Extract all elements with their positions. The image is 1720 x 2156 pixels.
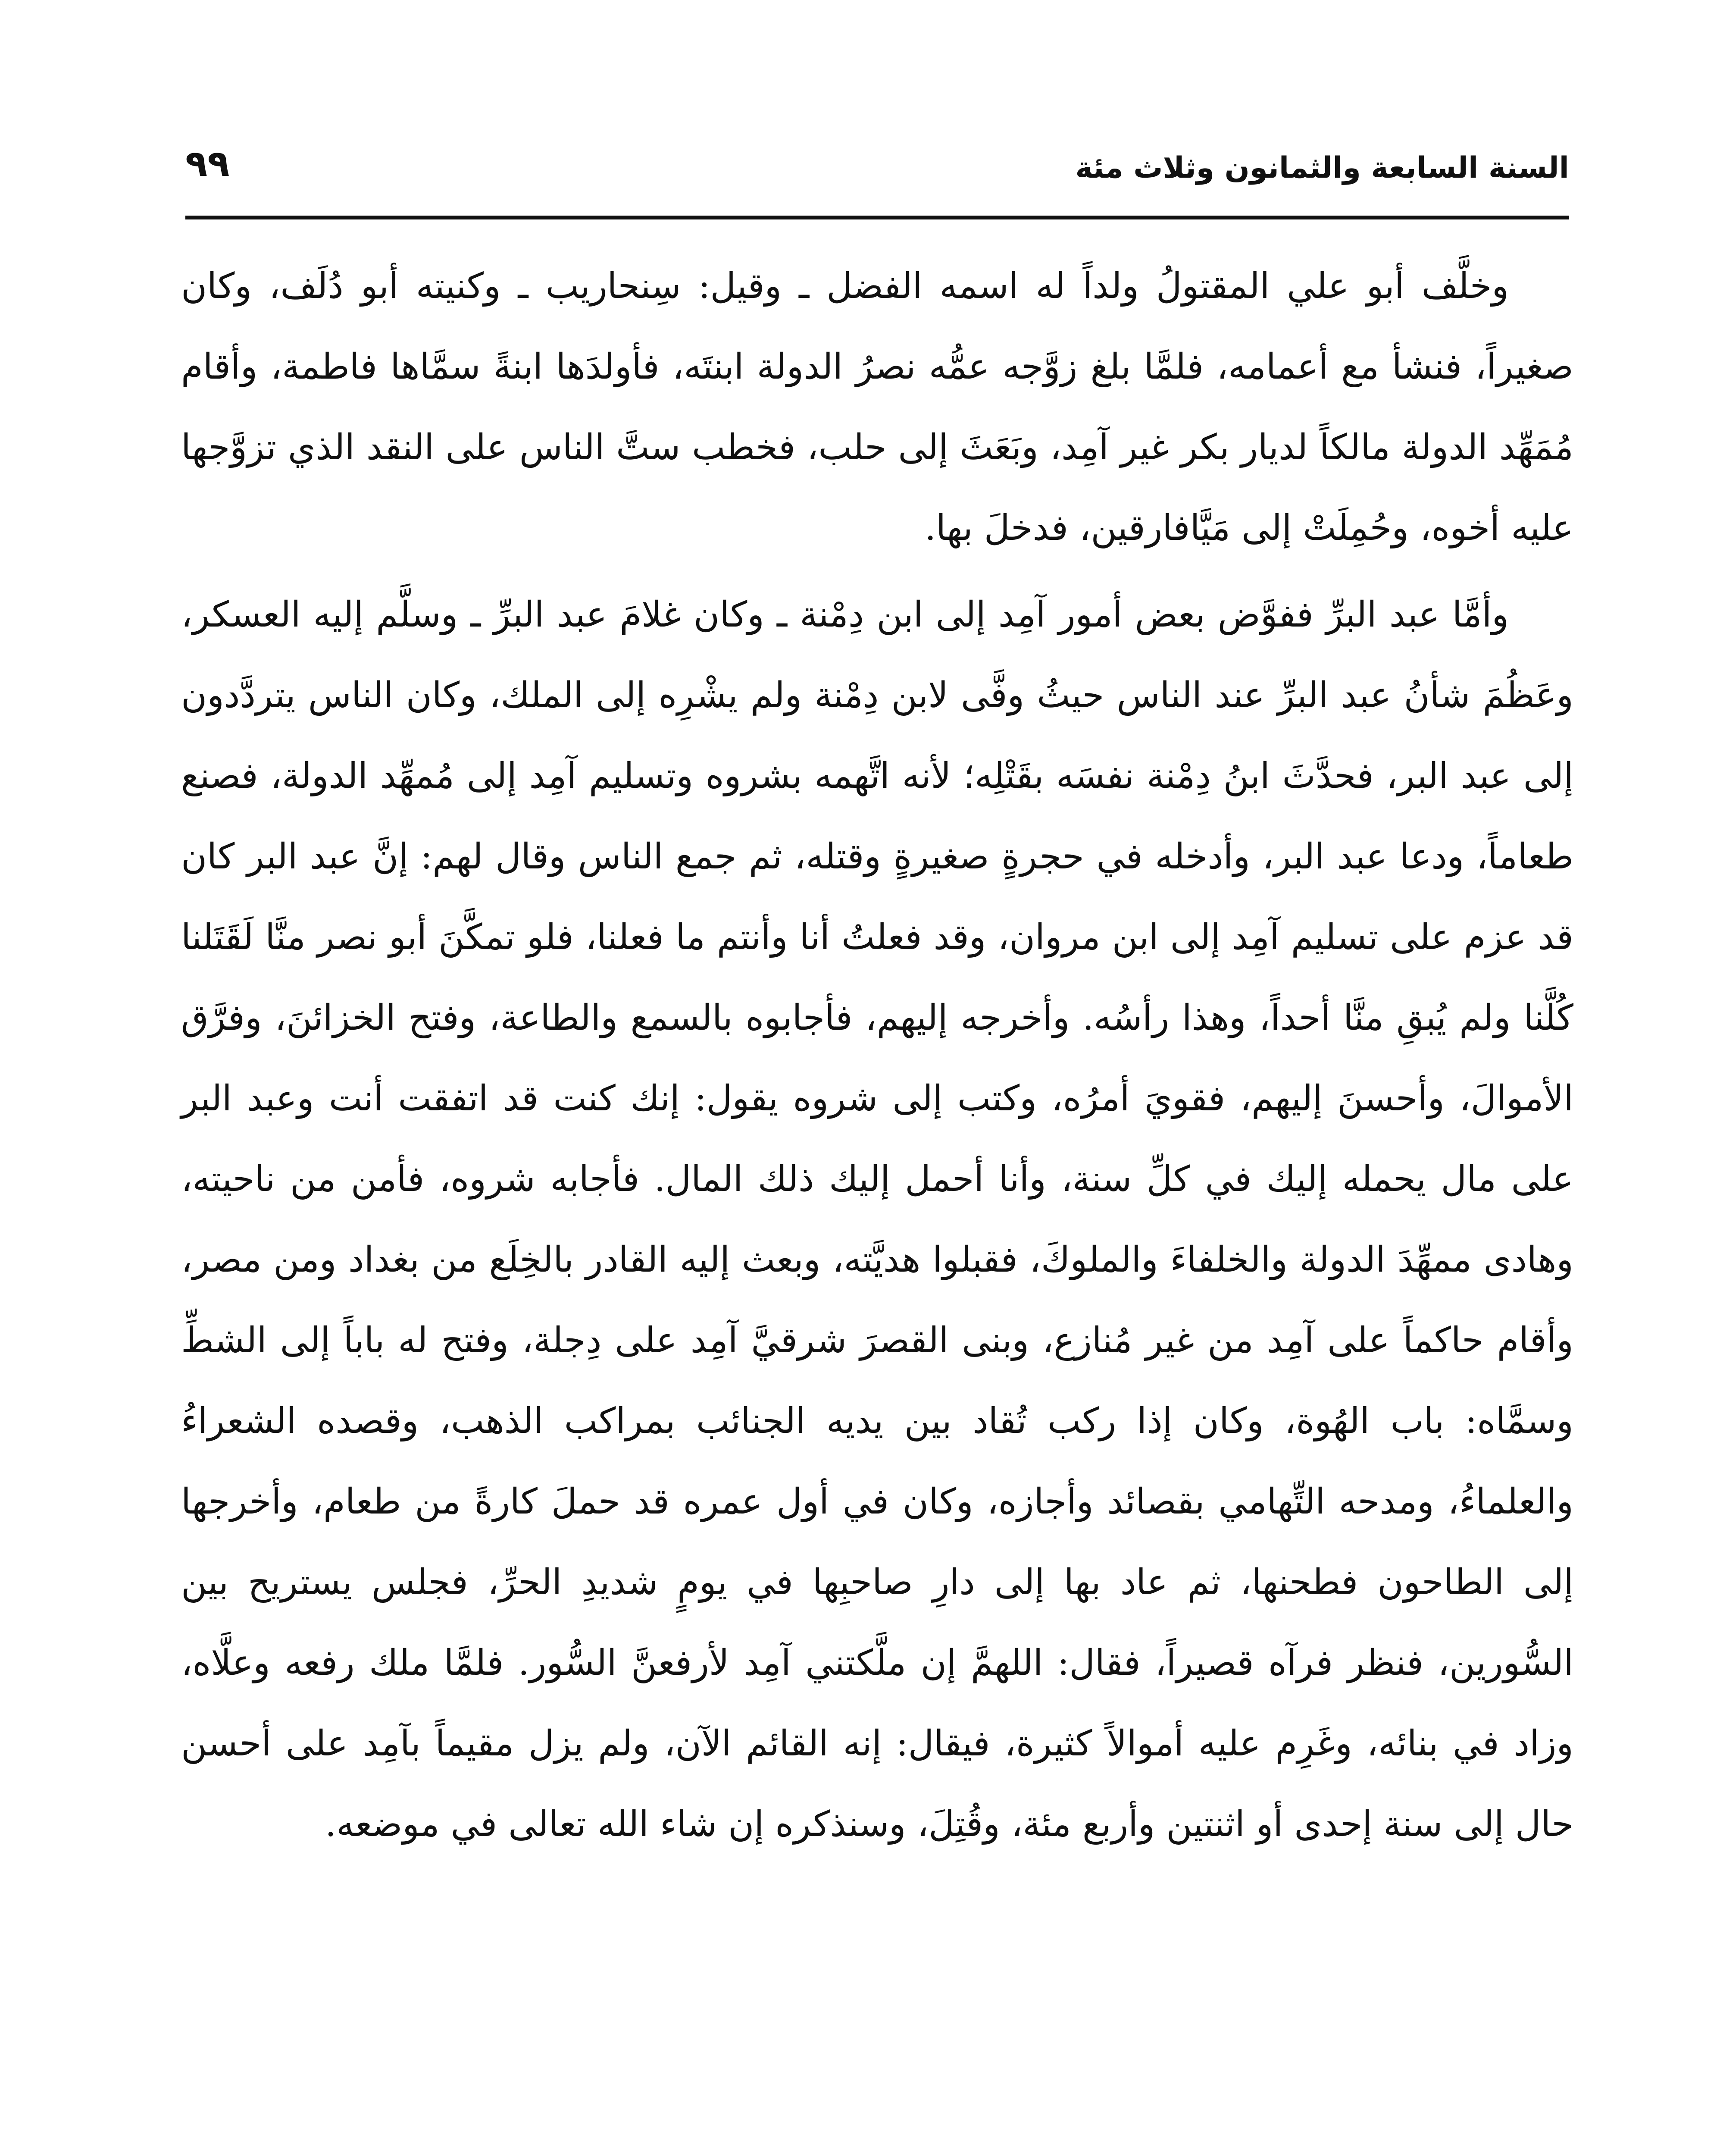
body-text [181,246,1573,1865]
page-number: ٩٩ [185,142,230,185]
page-header [185,142,1569,207]
header-rule [185,216,1569,219]
running-title: السنة السابعة والثمانون وثلاث مئة [1075,151,1569,185]
paragraph: وخلَّف أبو علي المقتولُ ولداً له اسمه الفضل ـ وقيل: سِنحاريب ـ وكنيته أبو دُلَف، وكان صغيراً، فنشأ مع أعمامه، فلمَّا بلغ زوَّجه عمُّه نصرُ الدولة ابنتَه، فأولدَها ابنةً سمَّاها فاطمة، وأقام مُمَهِّد الدولة مالكاً لديار بكر غير آمِد، وبَعَثَ إلى حلب، فخطب ستَّ الناس على النقد الذي تزوَّجها عليه أخوه، وحُمِلَتْ إلى مَيَّافارقين، فدخلَ بها. [181,266,1573,548]
paragraph: وأمَّا عبد البرِّ ففوَّض بعض أمور آمِد إلى ابن دِمْنة ـ وكان غلامَ عبد البرِّ ـ وسلَّم إليه العسكر، وعَظُمَ شأنُ عبد البرِّ عند الناس حيثُ وفَّى لابن دِمْنة ولم يشْرِه إلى الملك، وكان الناس يتردَّدون إلى عبد البر، فحدَّثَ ابنُ دِمْنة نفسَه بقَتْلِه؛ لأنه اتَّهمه بشروه وتسليم آمِد إلى مُمهِّد الدولة، فصنع طعاماً، ودعا عبد البر، وأدخله في حجرةٍ صغيرةٍ وقتله، ثم جمع الناس وقال لهم: إنَّ عبد البر كان قد عزم على تسليم آمِد إلى ابن مروان، وقد فعلتُ أنا وأنتم ما فعلنا، فلو تمكَّنَ أبو نصر منَّا لَقَتَلنا كُلَّنا ولم يُبقِ منَّا أحداً، وهذا رأسُه. وأخرجه إليهم، فأجابوه بالسمع والطاعة، وفتح الخزائنَ، وفرَّق الأموالَ، وأحسنَ إليهم، فقويَ أمرُه، وكتب إلى شروه يقول: إنك كنت قد اتفقت أنت وعبد البر على مال يحمله إليك في كلِّ سنة، وأنا أحمل إليك ذلك المال. فأجابه شروه، فأمن من ناحيته، وهادى ممهِّدَ الدولة والخلفاءَ والملوكَ، فقبلوا هديَّته، وبعث إليه القادر بالخِلَع من بغداد ومن مصر، وأقام حاكماً على آمِد من غير مُنازع، وبنى القصرَ شرقيَّ آمِد على دِجلة، وفتح له باباً إلى الشطِّ وسمَّاه: باب الهُوة، وكان إذا ركب تُقاد بين يديه الجنائب بمراكب الذهب، وقصده الشعراءُ والعلماءُ، ومدحه التِّهامي بقصائد وأجازه، وكان في أول عمره قد حملَ كارةً من طعام، وأخرجها إلى الطاحون فطحنها، ثم عاد بها إلى دارِ صاحبِها في يومٍ شديدِ الحرِّ، فجلس يستريح بين السُّورين، فنظر فرآه قصيراً، فقال: اللهمَّ إن ملَّكتني آمِد لأرفعنَّ السُّور. فلمَّا ملك رفعه وعلَّاه، وزاد في بنائه، وغَرِم عليه أموالاً كثيرة، فيقال: إنه القائم الآن، ولم يزل مقيماً بآمِد على أحسن حال إلى سنة إحدى أو اثنتين وأربع مئة، وقُتِلَ، وسنذكره إن شاء الله تعالى في موضعه. [181,594,1573,1845]
